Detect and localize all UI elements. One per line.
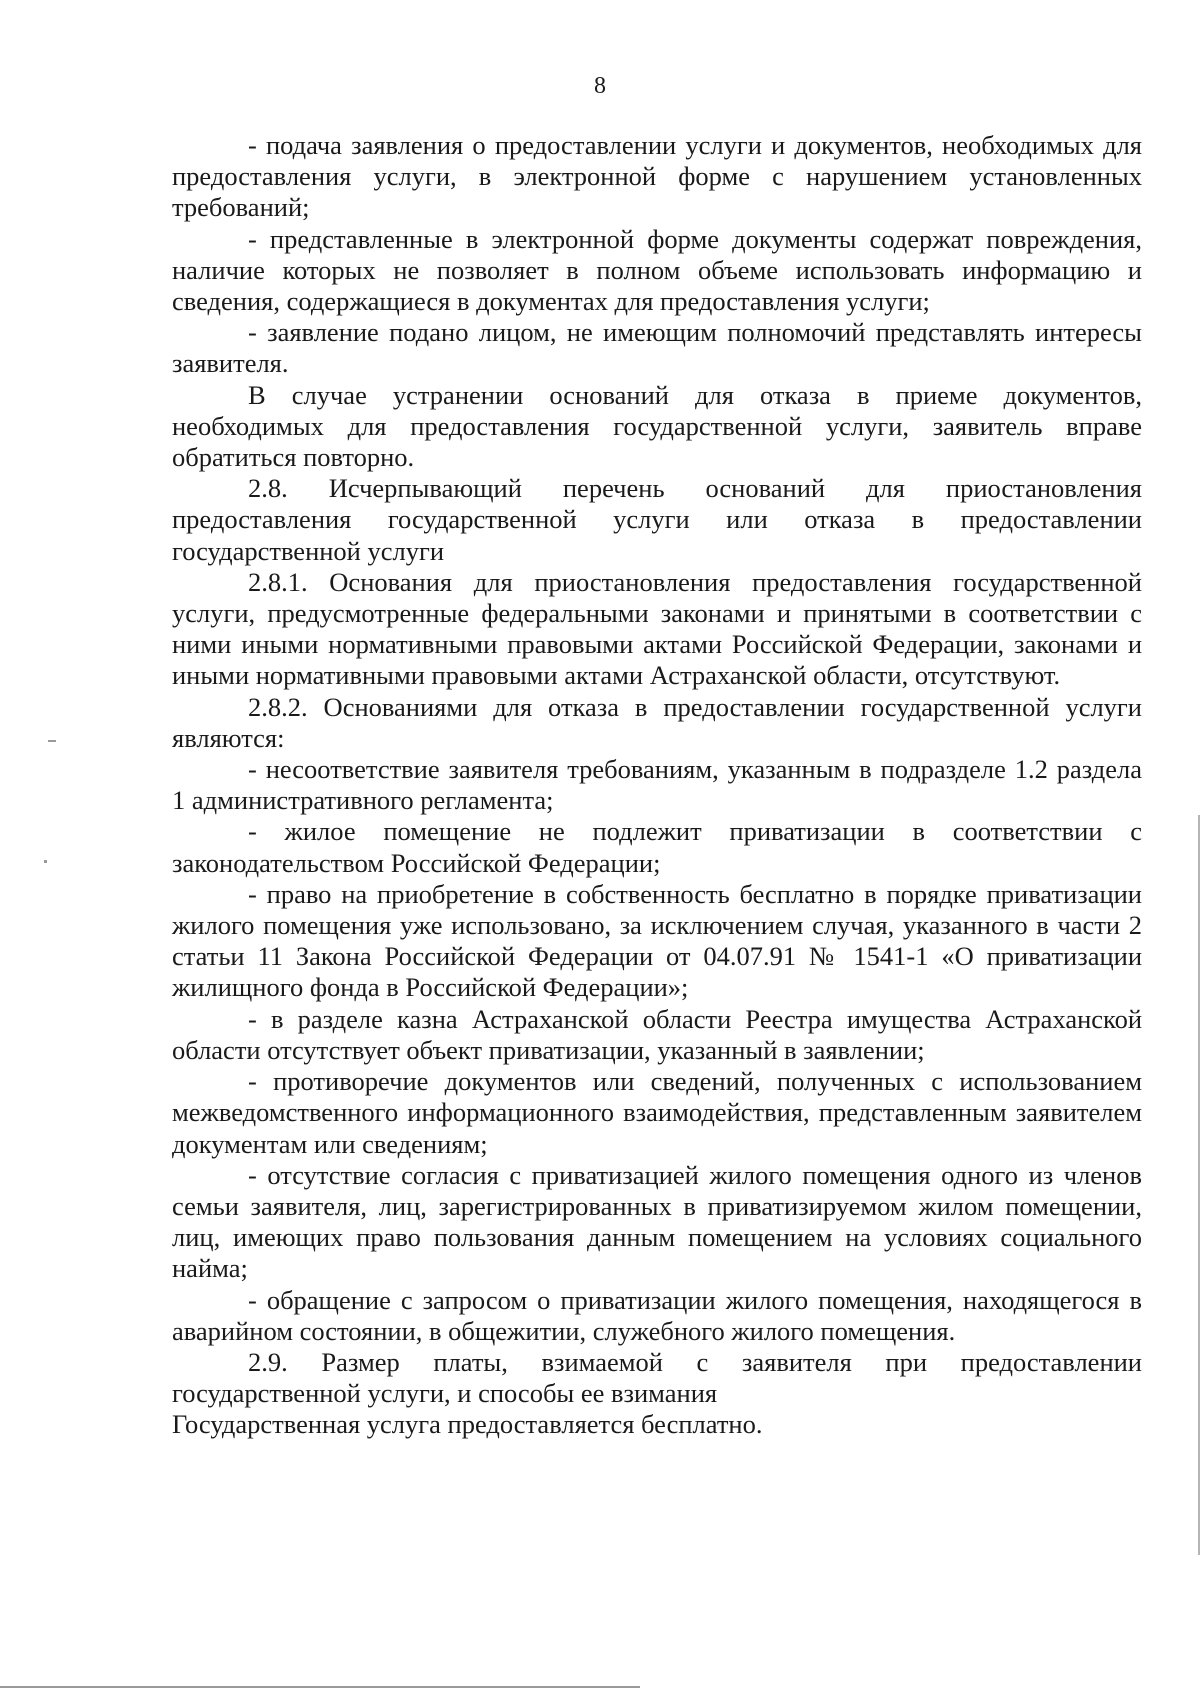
list-item: - обращение с запросом о приватизации жилого помещения, находящегося в аварийном состоянии, в общежитии, служебного жилого помещения. [172, 1284, 1142, 1346]
paragraph: - подача заявления о предоставлении услуги и документов, необходимых для предоставления услуги, в электронной форме с нарушением установленных требований; [172, 130, 1142, 223]
list-item: - отсутствие согласия с приватизацией жилого помещения одного из членов семьи заявителя, лиц, зарегистрированных в приватизируемом жилом помещении, лиц, имеющих право пользования данным помещением на условиях социального найма; [172, 1159, 1142, 1284]
paragraph: - представленные в электронной форме документы содержат повреждения, наличие которых не позволяет в полном объеме использовать информацию и сведения, содержащиеся в документах для предоставления услуги; [172, 223, 1142, 317]
list-item: - жилое помещение не подлежит приватизации в соответствии с законодательством Российской Федерации; [172, 816, 1142, 878]
paragraph: Государственная услуга предоставляется бесплатно. [172, 1409, 763, 1440]
paragraph: - заявление подано лицом, не имеющим полномочий представлять интересы заявителя. [172, 317, 1142, 379]
document-body [172, 130, 1142, 1441]
page-number: 8 [594, 73, 606, 99]
paragraph: В случае устранении оснований для отказа в приеме документов, необходимых для предоставления государственной услуги, заявитель вправе обратиться повторно. [172, 379, 1142, 473]
section-heading: 2.9. Размер платы, взимаемой с заявителя при предоставлении государственной услуги, и способы ее взимания [172, 1346, 1142, 1409]
list-item: - противоречие документов или сведений, полученных с использованием межведомственного информационного взаимодействия, представленным заявителем документам или сведениям; [172, 1066, 1142, 1159]
list-item: - несоответствие заявителя требованиям, указанным в подразделе 1.2 раздела 1 административного регламента; [172, 754, 1142, 816]
paragraph: 2.8.1. Основания для приостановления предоставления государственной услуги, предусмотренные федеральными законами и принятыми в соответствии с ними иными нормативными правовыми актами Российской Федерации, законами и иными нормативными правовыми актами Астраханской области, отсутствуют. [172, 566, 1142, 691]
scan-edge-line-bottom [0, 1686, 640, 1688]
scan-artifact-dot [44, 860, 47, 863]
list-item: - в разделе казна Астраханской области Реестра имущества Астраханской области отсутствует объект приватизации, указанный в заявлении; [172, 1003, 1142, 1065]
section-heading: 2.8. Исчерпывающий перечень оснований для приостановления предоставления государственной услуги или отказа в предоставлении государственной услуги [172, 473, 1142, 566]
list-item: - право на приобретение в собственность бесплатно в порядке приватизации жилого помещения уже использовано, за исключением случая, указанного в части 2 статьи 11 Закона Российской Федерации от 04.07.91 № 1541-1 «О приватизации жилищного фонда в Российской Федерации»; [172, 878, 1142, 1003]
scan-artifact-dash [48, 740, 56, 742]
paragraph: 2.8.2. Основаниями для отказа в предоставлении государственной услуги являются: [172, 691, 1142, 753]
